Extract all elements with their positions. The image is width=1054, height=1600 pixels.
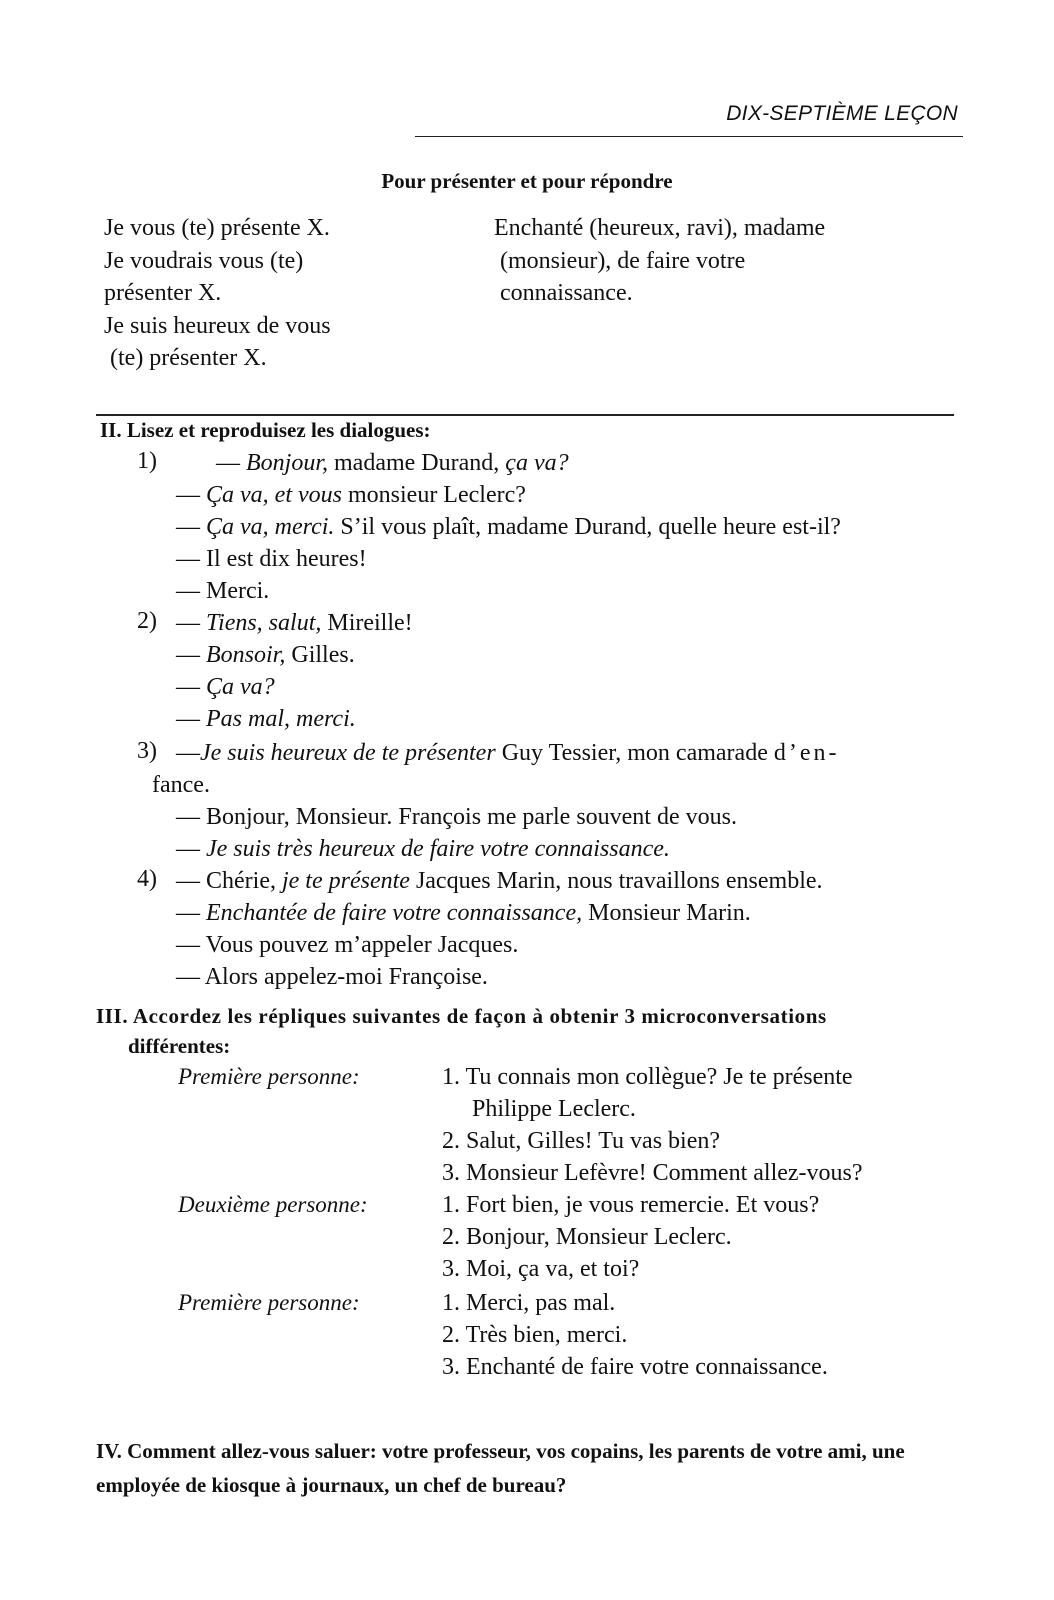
running-title: DIX-SEPTIÈME LEÇON: [726, 102, 958, 125]
reply-line: 1. Fort bien, je vous remercie. Et vous?: [442, 1192, 820, 1218]
dialogue-line: fance.: [152, 772, 210, 798]
dialogue-line: — Ça va, merci. S’il vous plaît, madame Durand, quelle heure est-il?: [176, 514, 841, 540]
phrase-line: Je vous (te) présente X.: [104, 215, 330, 241]
section-title: Pour présenter et pour répondre: [381, 169, 673, 193]
header-rule: [415, 136, 963, 137]
reply-line: 2. Bonjour, Monsieur Leclerc.: [442, 1224, 732, 1250]
dialogue-line: — Pas mal, merci.: [176, 706, 356, 732]
phrase-line: (monsieur), de faire votre: [494, 247, 746, 274]
dialogue-line: — Bonjour, madame Durand, ça va?: [216, 450, 569, 476]
dialogue-number: 3): [137, 738, 157, 764]
reply-line: 3. Monsieur Lefèvre! Comment allez-vous?: [442, 1160, 863, 1186]
dialogue-line: — Enchantée de faire votre connaissance, Monsieur Marin.: [176, 900, 751, 926]
dialogue-line: — Je suis très heureux de faire votre connaissance.: [176, 836, 670, 862]
dialogue-line: — Vous pouvez m’appeler Jacques.: [176, 932, 519, 958]
exercise-3-heading-cont: différentes:: [128, 1034, 231, 1058]
speaker-label: Deuxième personne:: [178, 1192, 368, 1217]
phrase-line: présenter X.: [104, 280, 222, 307]
dialogue-line: — Ça va, et vous monsieur Leclerc?: [176, 482, 526, 508]
exercise-4-text: IV. Comment allez-vous saluer: votre professeur, vos copains, les parents de votre ami, une employée de kiosque à journaux, un chef de bureau?: [96, 1439, 905, 1497]
reply-line: 2. Salut, Gilles! Tu vas bien?: [442, 1128, 721, 1154]
speaker-label: Première personne:: [178, 1064, 360, 1089]
exercise-3-heading: III. Accordez les répliques suivantes de façon à obtenir 3 microconversations: [96, 1004, 827, 1028]
reply-line: 3. Moi, ça va, et toi?: [442, 1256, 640, 1282]
dialogue-line: — Il est dix heures!: [176, 546, 367, 572]
dialogue-number: 4): [137, 866, 157, 892]
dialogue-line: — Ça va?: [176, 674, 275, 700]
speaker-label: Première personne:: [178, 1290, 360, 1315]
dialogue-line: —Je suis heureux de te présenter Guy Tessier, mon camarade d’en-: [176, 740, 840, 766]
reply-line: 2. Très bien, merci.: [442, 1322, 628, 1348]
phrase-line: Je voudrais vous (te): [104, 247, 304, 274]
dialogue-line: — Alors appelez-moi Françoise.: [176, 964, 488, 990]
phrase-line: Je suis heureux de vous: [104, 312, 331, 339]
phrase-line: Enchanté (heureux, ravi), madame: [494, 215, 826, 241]
reply-line: Philippe Leclerc.: [472, 1096, 636, 1122]
reply-line: 1. Tu connais mon collègue? Je te présente: [442, 1064, 853, 1090]
response-phrases: [494, 212, 914, 310]
dialogue-line: — Tiens, salut, Mireille!: [176, 610, 413, 636]
section-divider: [96, 414, 954, 416]
exercise-2-heading: II. Lisez et reproduisez les dialogues:: [100, 418, 431, 442]
phrase-line: (te) présenter X.: [104, 345, 267, 372]
reply-line: 1. Merci, pas mal.: [442, 1290, 616, 1316]
dialogue-line: — Chérie, je te présente Jacques Marin, nous travaillons ensemble.: [176, 868, 823, 894]
presenting-phrases: [104, 212, 434, 375]
reply-line: 3. Enchanté de faire votre connaissance.: [442, 1354, 828, 1380]
dialogue-number: 1): [137, 448, 157, 474]
dialogue-number: 2): [137, 608, 157, 634]
dialogue-line: — Bonjour, Monsieur. François me parle souvent de vous.: [176, 804, 737, 830]
dialogue-line: — Merci.: [176, 578, 270, 604]
phrase-line: connaissance.: [494, 280, 633, 307]
dialogue-line: — Bonsoir, Gilles.: [176, 642, 355, 668]
